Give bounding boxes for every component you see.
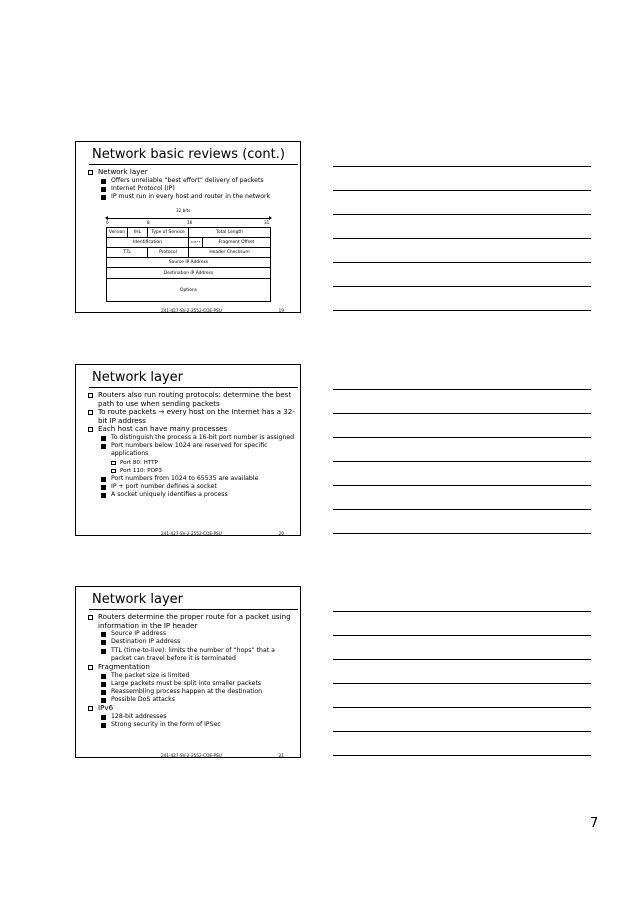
- footer-course-code: 241-427-SV-2-2552-COE-PSU: [161, 308, 222, 313]
- filled-square-bullet-icon: [101, 690, 106, 695]
- note-line: [333, 533, 591, 534]
- list-item: Large packets must be split into smaller packets: [86, 680, 296, 688]
- filled-square-bullet-icon: [101, 640, 106, 645]
- list-item: A socket uniquely identifies a process: [86, 491, 296, 499]
- hollow-square-bullet-icon: [88, 706, 93, 711]
- hollow-square-bullet-icon: [88, 393, 93, 398]
- hollow-square-bullet-icon: [88, 170, 93, 175]
- filled-square-bullet-icon: [101, 187, 106, 192]
- footer-course-code: 241-427-SV-2-2552-COE-PSU: [161, 531, 222, 536]
- field-version: Version: [107, 228, 128, 238]
- list-item: IP must run in every host and router in the network: [86, 193, 296, 201]
- bits-arrow: [106, 218, 271, 219]
- field-header-checksum: Header Checksum: [189, 248, 270, 258]
- hollow-square-bullet-icon: [88, 427, 93, 432]
- filled-square-bullet-icon: [101, 444, 106, 449]
- bits-width-label: 32 bits: [176, 208, 191, 213]
- list-item: Possible DoS attacks: [86, 696, 296, 704]
- list-item: Port 80: HTTP: [86, 459, 296, 467]
- slide-title: Network basic reviews (cont.): [92, 147, 285, 162]
- list-item: Routers determine the proper route for a packet using information in the IP header: [86, 613, 296, 630]
- bit-mark-8: 8: [147, 220, 150, 225]
- field-protocol: Protocol: [148, 248, 189, 258]
- arrow-right-icon: [269, 216, 272, 220]
- note-line: [333, 262, 591, 263]
- list-item: The packet size is limited: [86, 672, 296, 680]
- filled-square-bullet-icon: [101, 723, 106, 728]
- title-rule: [89, 387, 298, 388]
- list-item: Each host can have many processes: [86, 425, 296, 434]
- ip-header-grid: [106, 227, 271, 302]
- field-flags: D M F F: [189, 238, 203, 248]
- note-line: [333, 214, 591, 215]
- bit-mark-0: 0: [106, 220, 109, 225]
- slide-19: [75, 141, 301, 313]
- list-item: Destination IP address: [86, 638, 296, 646]
- note-line: [333, 190, 591, 191]
- note-line: [333, 310, 591, 311]
- list-item: Port numbers from 1024 to 65535 are available: [86, 475, 296, 483]
- note-line: [333, 485, 591, 486]
- filled-square-bullet-icon: [101, 674, 106, 679]
- title-rule: [89, 609, 298, 610]
- filled-square-bullet-icon: [101, 179, 106, 184]
- hollow-square-bullet-icon: [88, 665, 93, 670]
- note-line: [333, 755, 591, 756]
- list-item: Source IP address: [86, 630, 296, 638]
- field-destination-ip: Destination IP Address: [107, 268, 270, 279]
- field-options: Options: [180, 287, 197, 293]
- list-item: Network layer: [86, 168, 296, 177]
- field-ttl: TTL: [107, 248, 148, 258]
- note-line: [333, 683, 591, 684]
- hollow-square-bullet-icon: [111, 469, 116, 474]
- filled-square-bullet-icon: [101, 436, 106, 441]
- list-item: Port 110: POP3: [86, 467, 296, 475]
- hollow-square-bullet-icon: [88, 615, 93, 620]
- list-item: TTL (time-to-live): limits the number of “hops” that a packet can travel before it is terminated: [86, 647, 296, 663]
- list-item: Offers unreliable “best effort” delivery of packets: [86, 177, 296, 185]
- list-item: IP + port number defines a socket: [86, 483, 296, 491]
- note-line: [333, 635, 591, 636]
- field-total-length: Total Length: [189, 228, 270, 238]
- list-item: Strong security in the form of IPSec: [86, 721, 296, 729]
- hollow-square-bullet-icon: [88, 410, 93, 415]
- slide-20: [75, 364, 301, 536]
- slide-title: Network layer: [92, 592, 184, 607]
- bit-mark-16: 16: [187, 220, 193, 225]
- list-item: Port numbers below 1024 are reserved for specific applications: [86, 442, 296, 458]
- list-item: Reassembling process happen at the destination: [86, 688, 296, 696]
- list-item: Internet Protocol (IP): [86, 185, 296, 193]
- list-item: To route packets → every host on the Internet has a 32-bit IP address: [86, 408, 296, 425]
- field-type-of-service: Type of Service: [148, 228, 189, 238]
- filled-square-bullet-icon: [101, 477, 106, 482]
- note-line: [333, 166, 591, 167]
- footer-slide-number: 20: [278, 531, 284, 536]
- note-line: [333, 659, 591, 660]
- note-line: [333, 731, 591, 732]
- slide-21: [75, 586, 301, 758]
- note-line: [333, 413, 591, 414]
- bullet-list: [86, 168, 296, 201]
- footer-course-code: 241-427-SV-2-2552-COE-PSU: [161, 753, 222, 758]
- field-source-ip: Source IP Address: [107, 258, 270, 268]
- filled-square-bullet-icon: [101, 715, 106, 720]
- list-item: 128-bit addresses: [86, 713, 296, 721]
- field-ihl: IHL: [128, 228, 148, 238]
- bullet-list: [86, 391, 296, 500]
- footer-slide-number: 21: [278, 753, 284, 758]
- filled-square-bullet-icon: [101, 493, 106, 498]
- note-line: [333, 707, 591, 708]
- field-identification: Identification: [107, 238, 189, 248]
- list-item: Fragmentation: [86, 663, 296, 672]
- note-line: [333, 461, 591, 462]
- field-fragment-offset: Fragment Offset: [203, 238, 270, 248]
- bit-mark-31: 31: [264, 220, 270, 225]
- filled-square-bullet-icon: [101, 632, 106, 637]
- note-line: [333, 437, 591, 438]
- slide-title: Network layer: [92, 370, 184, 385]
- filled-square-bullet-icon: [101, 485, 106, 490]
- list-item: To distinguish the process a 16-bit port number is assigned: [86, 434, 296, 442]
- filled-square-bullet-icon: [101, 195, 106, 200]
- filled-square-bullet-icon: [101, 682, 106, 687]
- note-line: [333, 389, 591, 390]
- footer-slide-number: 19: [278, 308, 284, 313]
- list-item: IPv6: [86, 704, 296, 713]
- note-line: [333, 238, 591, 239]
- page-number: 7: [590, 816, 599, 831]
- note-line: [333, 286, 591, 287]
- bullet-list: [86, 613, 296, 729]
- note-line: [333, 509, 591, 510]
- note-line: [333, 611, 591, 612]
- hollow-square-bullet-icon: [111, 461, 116, 466]
- filled-square-bullet-icon: [101, 649, 106, 654]
- title-rule: [89, 164, 298, 165]
- list-item: Routers also run routing protocols: determine the best path to use when sending packets: [86, 391, 296, 408]
